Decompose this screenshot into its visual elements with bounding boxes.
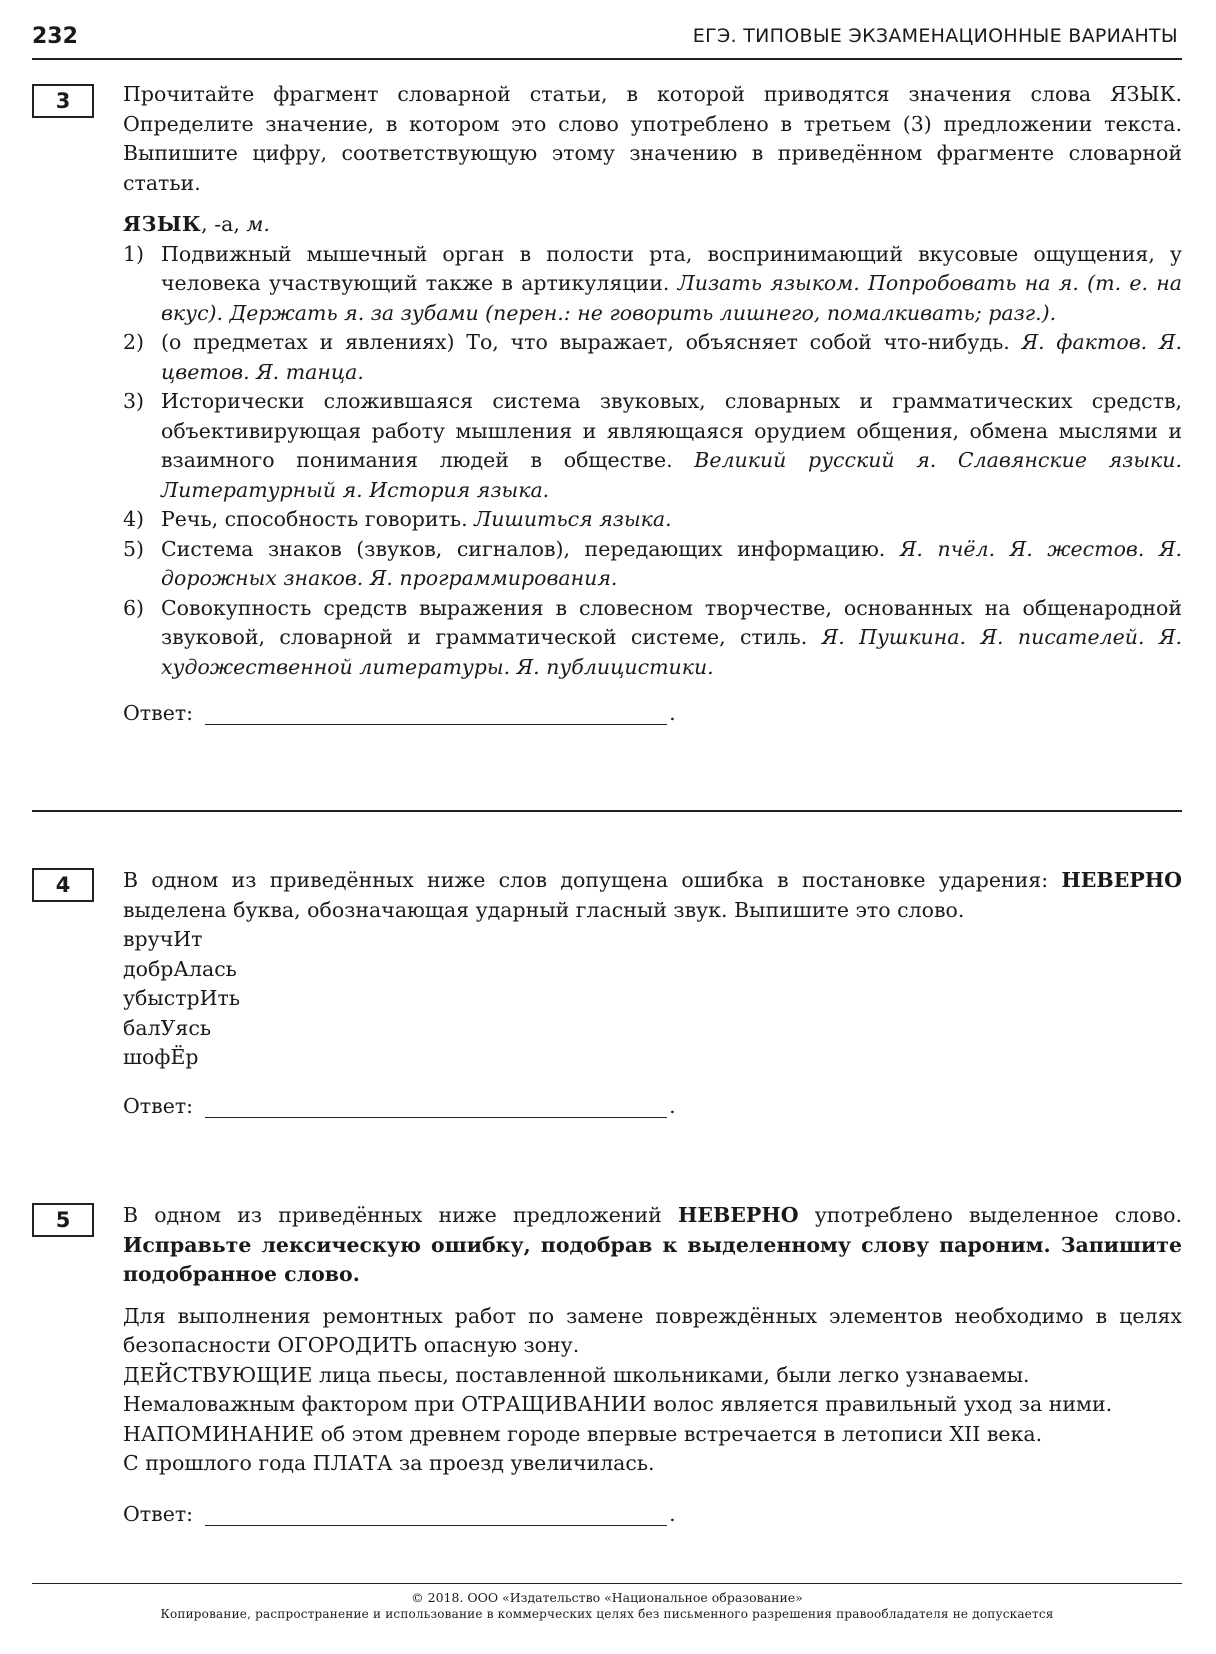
- answer-field[interactable]: [205, 1501, 667, 1526]
- sense-examples: Лишиться языка.: [474, 507, 672, 531]
- running-title: ЕГЭ. ТИПОВЫЕ ЭКЗАМЕНАЦИОННЫЕ ВАРИАНТЫ: [692, 25, 1178, 47]
- word-option: балУясь: [123, 1015, 211, 1040]
- answer-end: .: [669, 1501, 676, 1526]
- prompt-emphasis: Исправьте лексическую ошибку, подобрав к выделенному слову пароним. Запишите подобранное слово.: [123, 1232, 1182, 1286]
- sentence: НАПОМИНАНИЕ об этом древнем городе впервые встречается в летописи XII века.: [123, 1421, 1043, 1446]
- answer-row: [123, 700, 1182, 725]
- sense-examples: Я. фактов. Я. цветов. Я. танца.: [161, 330, 1182, 384]
- sense-examples: Я. Пушкина. Я. писателей. Я. художественной литературы. Я. публицистики.: [161, 625, 1182, 679]
- prompt-text: употреблено выделенное слово.: [798, 1203, 1182, 1227]
- word-option: добрАлась: [123, 956, 237, 981]
- headword: ЯЗЫК: [123, 212, 202, 236]
- sentence: Немаловажным фактором при ОТРАЩИВАНИИ волос является правильный уход за ними.: [123, 1392, 1113, 1416]
- sense-number: 5): [123, 536, 145, 561]
- sense-item: [123, 328, 1182, 387]
- answer-label: Ответ:: [123, 1093, 194, 1118]
- task-number-box: 4: [32, 868, 94, 902]
- task-3: [32, 80, 1182, 725]
- sense-item: [123, 387, 1182, 505]
- word-option: шофЁр: [123, 1045, 199, 1069]
- task-4-content: [123, 866, 1182, 1073]
- legal-notice: Копирование, распространение и использование в коммерческих целях без письменного разрешения правообладателя не допускается: [160, 1607, 1054, 1621]
- sense-definition: Подвижный мышечный орган в полости рта, воспринимающий вкусовые ощущения, у человека участвующий также в артикуляции.: [161, 241, 1182, 295]
- task-4: [32, 866, 1182, 1118]
- answer-end: .: [669, 1093, 676, 1118]
- answer-field[interactable]: [205, 700, 667, 725]
- answer-label: Ответ:: [123, 701, 194, 725]
- page-header: [32, 18, 1182, 60]
- sentence: Для выполнения ремонтных работ по замене повреждённых элементов необходимо в целях безопасности ОГОРОДИТЬ опасную зону.: [123, 1303, 1182, 1357]
- sense-examples: Лизать языком. Попробовать на я. (т. е. на вкус). Держать я. за зубами (перен.: не говорить лишнего, помалкивать; разг.).: [161, 271, 1182, 325]
- answer-label: Ответ:: [123, 1501, 194, 1526]
- sentence: С прошлого года ПЛАТА за проезд увеличилась.: [123, 1451, 655, 1475]
- sense-item: [123, 505, 1182, 535]
- sense-number: 4): [123, 507, 145, 531]
- sense-definition: (о предметах и явлениях) То, что выражает, объясняет собой что-нибудь.: [161, 330, 1022, 354]
- sense-examples: Великий русский я. Славянские языки. Литературный я. История языка.: [161, 448, 1182, 502]
- task-number-box: 5: [32, 1203, 94, 1237]
- section-divider: [32, 810, 1182, 812]
- word-option: вручИт: [123, 927, 203, 951]
- task-5-content: [123, 1201, 1182, 1479]
- answer-field[interactable]: [205, 1093, 667, 1118]
- sense-item: [123, 594, 1182, 683]
- task-prompt: Прочитайте фрагмент словарной статьи, в которой приводятся значения слова ЯЗЫК. Определите значение, в котором это слово употреблено в третьем (3) предложении текста. Выпишите цифру, соответствующую этому значению в приведённом фрагменте словарной статьи.: [123, 82, 1182, 195]
- page-footer: [32, 1583, 1182, 1623]
- task-number-box: 3: [32, 84, 94, 118]
- sentence: ДЕЙСТВУЮЩИЕ лица пьесы, поставленной школьниками, были легко узнаваемы.: [123, 1362, 1030, 1387]
- sense-number: 3): [123, 389, 145, 413]
- task-prompt: [123, 1201, 1182, 1290]
- prompt-text: выделена буква, обозначающая ударный гласный звук. Выпишите это слово.: [123, 897, 965, 922]
- answer-row: [123, 1501, 1182, 1526]
- prompt-emphasis: НЕВЕРНО: [1061, 868, 1182, 892]
- prompt-text: В одном из приведённых ниже слов допущена ошибка в постановке ударения:: [123, 868, 1062, 892]
- headword-gender: м.: [246, 212, 270, 236]
- task-3-content: [123, 80, 1182, 682]
- sense-definition: Речь, способность говорить.: [161, 507, 475, 531]
- sense-definition: Исторически сложившаяся система звуковых, словарных и грамматических средств, объективирующая работу мышления и являющаяся орудием общения, обмена мыслями и взаимного понимания людей в обществе.: [161, 389, 1182, 472]
- sense-item: [123, 240, 1182, 329]
- answer-end: .: [669, 701, 676, 725]
- headword-grammar: , -а,: [201, 212, 247, 236]
- task-5: [32, 1201, 1182, 1526]
- prompt-text: В одном из приведённых ниже предложений: [123, 1203, 678, 1227]
- prompt-emphasis: НЕВЕРНО: [677, 1203, 799, 1227]
- answer-row: [123, 1093, 1182, 1118]
- sense-number: 1): [123, 241, 145, 266]
- copyright-notice: © 2018. ООО «Издательство «Национальное образование»: [411, 1590, 803, 1605]
- task-prompt: [123, 866, 1182, 925]
- sense-number: 6): [123, 595, 145, 620]
- sense-definition: Система знаков (звуков, сигналов), передающих информацию.: [161, 536, 900, 561]
- word-option: убыстрИть: [123, 986, 241, 1010]
- dictionary-headword-line: [123, 210, 1182, 240]
- sense-definition: Совокупность средств выражения в словесном творчестве, основанных на общенародной звуковой, словарной и грамматической системе, стиль.: [161, 595, 1182, 649]
- word-list: [123, 925, 1182, 1073]
- sense-item: [123, 535, 1182, 594]
- page-number: 232: [32, 24, 78, 49]
- sense-number: 2): [123, 330, 145, 354]
- sense-examples: Я. пчёл. Я. жестов. Я. дорожных знаков. Я. программирования.: [161, 536, 1182, 590]
- sense-list: [123, 240, 1182, 683]
